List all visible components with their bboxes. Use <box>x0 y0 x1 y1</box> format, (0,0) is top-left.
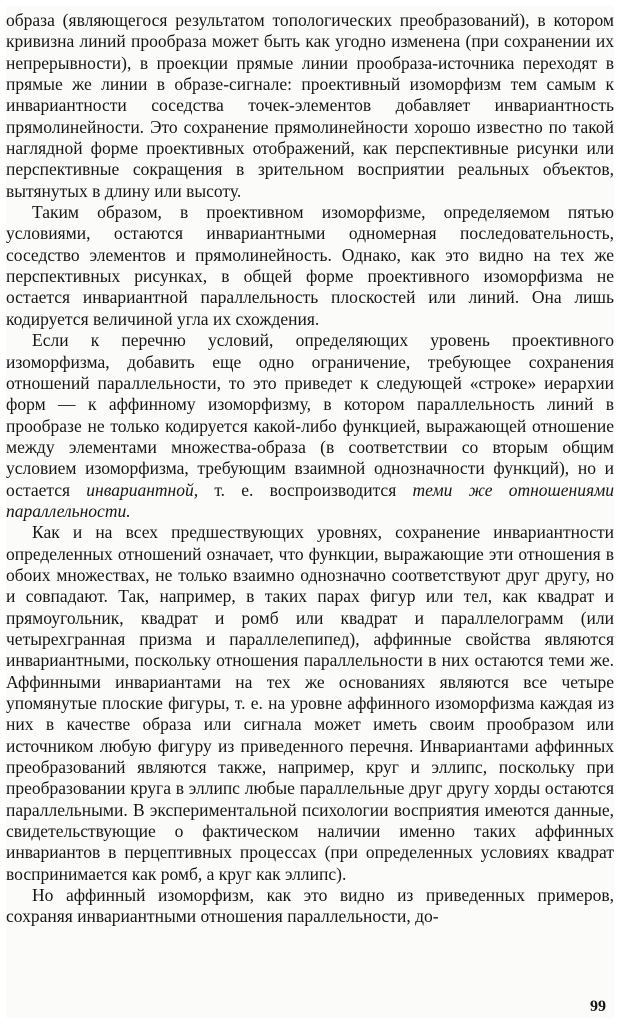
emphasized-text: инвариантной, <box>86 479 199 500</box>
paragraph <box>6 202 614 330</box>
text-run: Но аффинный изоморфизм, как это видно из приведенных примеров, сохраняя инвариантными отношения параллельности, до- <box>6 885 614 927</box>
paragraph <box>6 330 614 522</box>
text-run: Таким образом, в проективном изоморфизме, определяемом пятью условиями, остаются инвариантными одномерная последовательность, соседство элементов и прямолинейность. Однако, как это видно на тех же перспективных рисунках, в общей форме проективного изоморфизма не остается инвариантной параллельность плоскостей или линий. Она лишь кодируется величиной угла их схождения. <box>6 202 614 329</box>
text-run: т. е. воспроизводится <box>198 479 413 500</box>
page-number: 99 <box>590 998 606 1015</box>
book-page <box>6 6 614 1018</box>
paragraph <box>6 10 614 202</box>
paragraph <box>6 522 614 885</box>
text-run: образа (являющегося результатом топологических преобразований), в котором кривизна линий прообраза может быть как угодно изменена (при сохранении их непрерывности), в проекции прямые линии прообраза-источника переходят в прямые же линии в образе-сигнале: проективный изоморфизм тем самым к инвариантности соседства точек-элементов добавляет инвариантность прямолинейности. Это сохранение прямолинейности хорошо известно по такой наглядной форме проективных отображений, как перспективные рисунки или перспективные сокращения в зрительном восприятии реальных объектов, вытянутых в длину или высоту. <box>6 10 614 201</box>
text-run: Как и на всех предшествующих уровнях, сохранение инвариантности определенных отношений означает, что функции, выражающие эти отношения в обоих множествах, не только взаимно однозначно соответствуют друг другу, но и совпадают. Так, например, в таких парах фигур или тел, как квадрат и прямоугольник, квадрат и ромб или квадрат и параллелограмм (или четырехгранная призма и параллелепипед), аффинные свойства являются инвариантными, поскольку отношения параллельности в них остаются теми же. Аффинными инвариантами на тех же основаниях являются все четыре упомянутые плоские фигуры, т. е. на уровне аффинного изоморфизма каждая из них в качестве образа или сигнала может иметь своим прообразом или источником любую фигуру из приведенного перечня. Инвариантами аффинных преобразований являются также, например, круг и эллипс, поскольку при преобразовании круга в эллипс любые параллельные друг другу хорды остаются параллельными. В экспериментальной психологии восприятия имеются данные, свидетельствующие о фактическом наличии именно таких аффинных инвариантов в перцептивных процессах (при определенных условиях квадрат воспринимается как ромб, а круг как эллипс). <box>6 522 614 884</box>
text-run: Если к перечню условий, определяющих уровень проективного изоморфизма, добавить еще одно ограничение, требующее сохранения отношений параллельности, то это приведет к следующей «строке» иерархии форм — к аффинному изоморфизму, в котором параллельность линий в прообразе не только кодируется какой-либо функцией, выражающей отношение между элементами множества-образа (в соответствии со вторым общим условием изоморфизма, требующим взаимной однозначности функций), но и остается <box>6 330 614 500</box>
emphasized-text: теми же отношениями параллельности. <box>6 479 614 521</box>
paragraph <box>6 885 614 928</box>
page-body-text <box>6 10 614 928</box>
